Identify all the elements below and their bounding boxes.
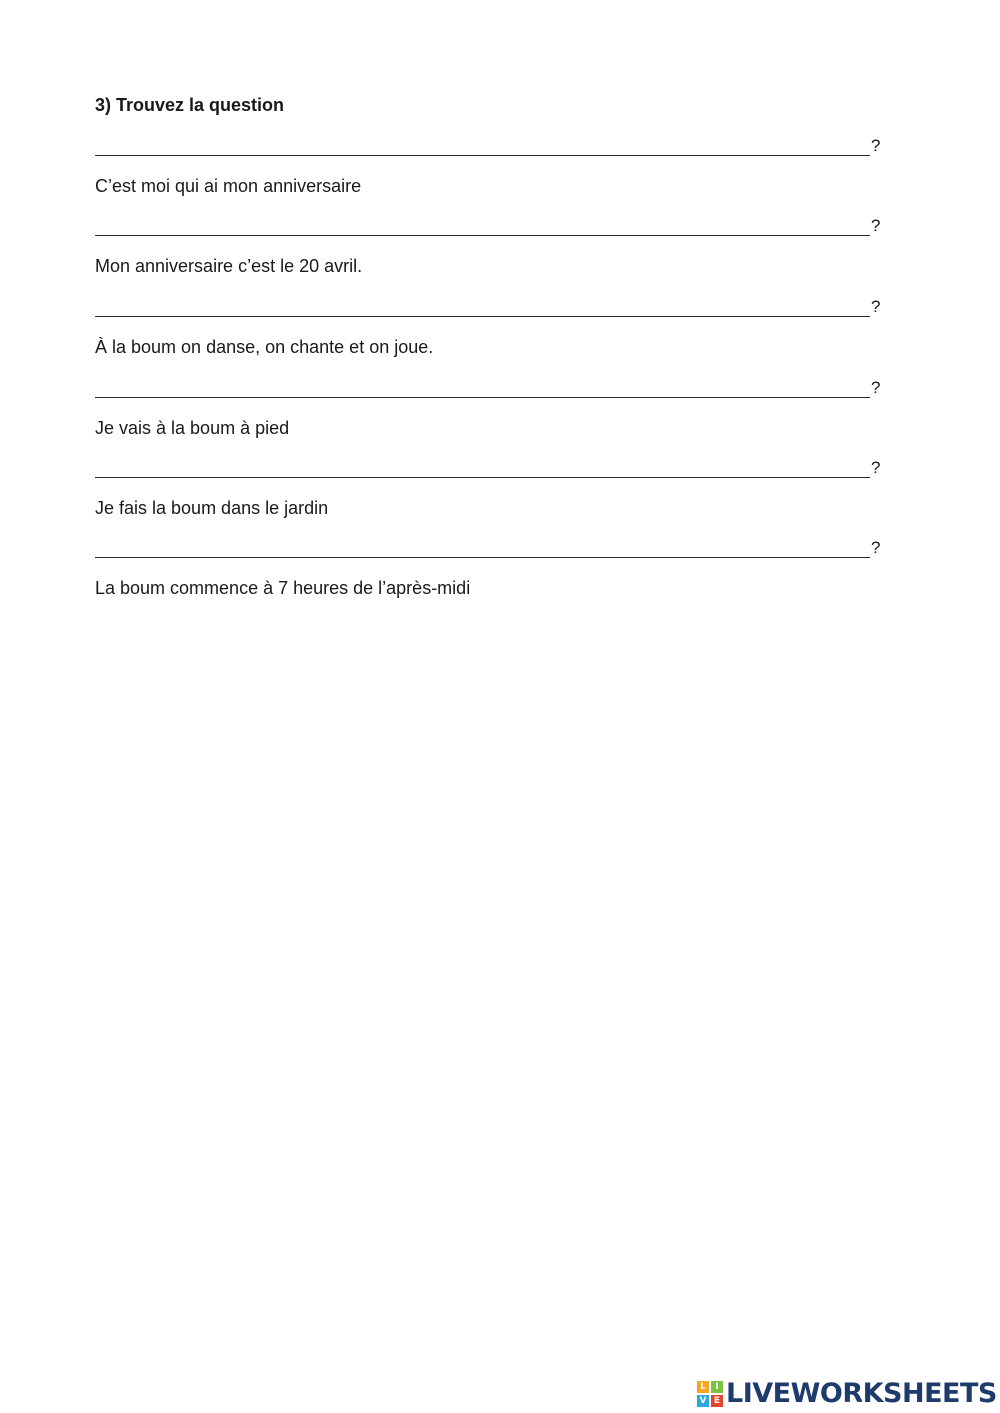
answer-underline (95, 155, 870, 156)
logo-letter-i: I (711, 1381, 723, 1393)
logo-letter-e: E (711, 1395, 723, 1407)
given-answer-3: À la boum on danse, on chante et on joue. (95, 337, 434, 357)
answer-underline (95, 477, 870, 478)
question-input-2[interactable] (95, 215, 869, 235)
exercise-item-6 (95, 537, 885, 617)
exercise-item-3 (95, 296, 885, 376)
brand-name: LIVEWORKSHEETS (726, 1378, 997, 1409)
question-mark: ? (871, 216, 881, 235)
answer-line (95, 377, 885, 399)
answer-line (95, 457, 885, 479)
answer-line (95, 296, 885, 318)
question-mark: ? (871, 297, 881, 316)
logo-letter-v: V (697, 1395, 709, 1407)
question-input-5[interactable] (95, 457, 869, 477)
answer-underline (95, 397, 870, 398)
question-mark: ? (871, 136, 881, 155)
given-answer-6: La boum commence à 7 heures de l’après-midi (95, 578, 471, 598)
exercise-item-4 (95, 377, 885, 457)
exercise-item-5 (95, 457, 885, 537)
given-answer-4: Je vais à la boum à pied (95, 418, 290, 438)
given-answer-2: Mon anniversaire c’est le 20 avril. (95, 256, 363, 276)
question-input-1[interactable] (95, 135, 869, 155)
liveworksheets-brand (697, 1378, 997, 1410)
answer-line (95, 135, 885, 157)
given-answer-5: Je fais la boum dans le jardin (95, 498, 329, 518)
answer-underline (95, 316, 870, 317)
answer-underline (95, 557, 870, 558)
logo-letter-l: L (697, 1381, 709, 1393)
question-mark: ? (871, 538, 881, 557)
answer-underline (95, 235, 870, 236)
question-input-3[interactable] (95, 296, 869, 316)
question-mark: ? (871, 378, 881, 397)
exercise-item-2 (95, 215, 885, 295)
exercise-item-1 (95, 135, 885, 215)
exercise-heading: 3) Trouvez la question (95, 95, 285, 115)
question-input-6[interactable] (95, 537, 869, 557)
answer-line (95, 537, 885, 559)
answer-line (95, 215, 885, 237)
question-mark: ? (871, 458, 881, 477)
given-answer-1: C’est moi qui ai mon anniversaire (95, 176, 362, 196)
question-input-4[interactable] (95, 377, 869, 397)
liveworksheets-logo-icon (697, 1381, 723, 1407)
